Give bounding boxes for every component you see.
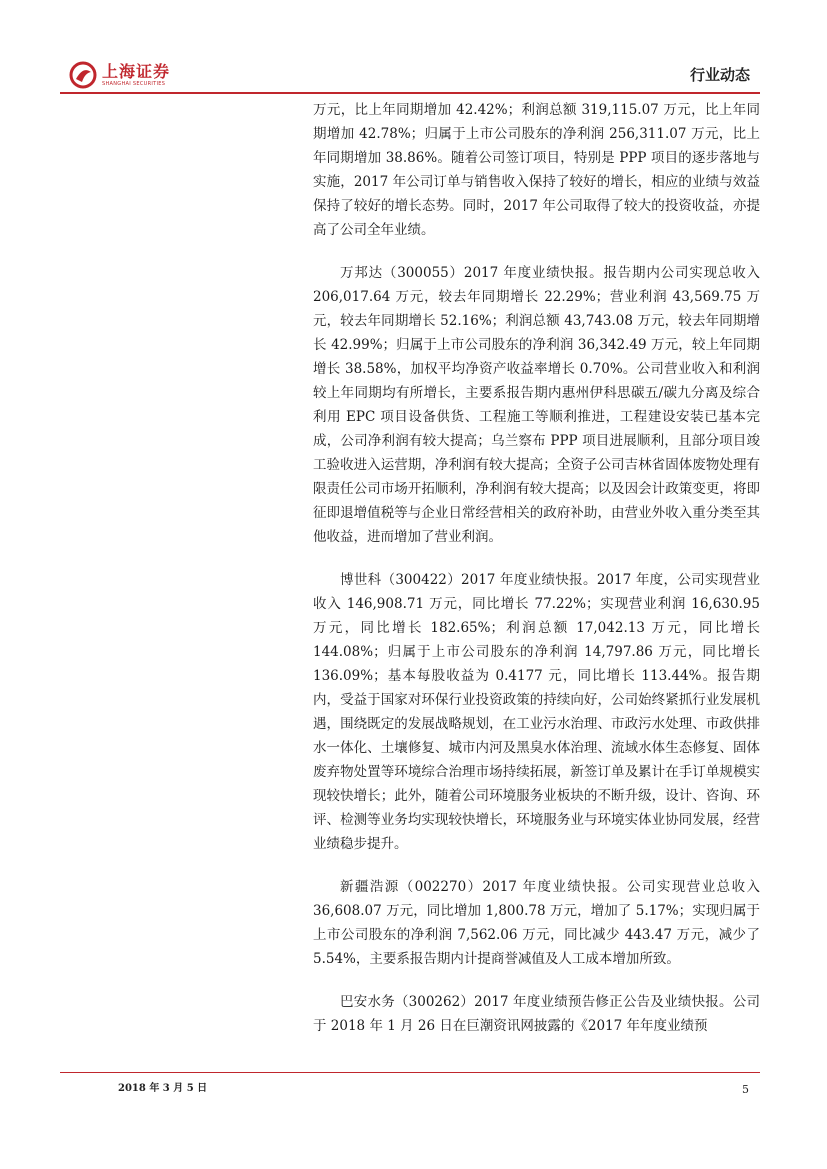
paragraph-xinjiang-haoyuan: 新疆浩源（002270）2017 年度业绩快报。公司实现营业总收入 36,608.07 万元，同比增加 1,800.78 万元，增加了 5.17%；实现归属于上市公司股东的净利润 7,562.06 万元，同比减少 443.47 万元，减少了 5.54%，主要系报告期内计提商誉减值及人工成本增加所致。 [313,879,760,967]
logo-chinese-name: 上海证券 [102,61,171,81]
paragraph-continued: 万元，比上年同期增加 42.42%；利润总额 319,115.07 万元，比上年同期增加 42.78%；归属于上市公司股东的净利润 256,311.07 万元，比上年同期增加 38.86%。随着公司签订项目，特别是 PPP 项目的逐步落地与实施，2017 年公司订单与销售收入保持了较好的增长，相应的业绩与效益保持了较好的增长态势。同时，2017 年公司取得了较大的投资收益，亦提高了公司全年业绩。 [313,102,760,238]
logo-english-name: SHANGHAI SECURITIES [102,80,166,87]
header-divider [60,92,760,94]
paragraph-baan-water: 巴安水务（300262）2017 年度业绩预告修正公告及业绩快报。公司于 2018 年 1 月 26 日在巨潮资讯网披露的《2017 年年度业绩预 [313,994,760,1034]
report-body [313,98,760,1057]
footer-divider [60,1072,760,1073]
section-tag: 行业动态 [689,66,750,84]
report-date: 2018 年 3 月 5 日 [118,1083,208,1094]
logo-text [102,61,171,87]
page-header [60,58,760,92]
page-number: 5 [742,1083,749,1096]
company-logo [68,60,170,90]
logo-emblem-icon [68,60,98,90]
paragraph-wangbangda: 万邦达（300055）2017 年度业绩快报。报告期内公司实现总收入 206,017.64 万元，较去年同期增长 22.29%；营业利润 43,569.75 万元，较去年同期增长 52.16%；利润总额 43,743.08 万元，较去年同期增长 42.99%；归属于上市公司股东的净利润 36,342.49 万元，较上年同期增长 38.58%，加权平均净资产收益率增长 0.70%。公司营业收入和利润较上年同期均有所增长，主要系报告期内惠州伊科思碳五/碳九分离及综合利用 EPC 项目设备供货、工程施工等顺利推进，工程建设安装已基本完成，公司净利润有较大提高；乌兰察布 PPP 项目进展顺利，且部分项目竣工验收进入运营期，净利润有较大提高；全资子公司吉林省固体废物处理有限责任公司市场开拓顺利，净利润有较大提高；以及因会计政策变更，将即征即退增值税等与企业日常经营相关的政府补助，由营业外收入重分类至其他收益，进而增加了营业利润。 [313,265,760,545]
paragraph-boshike: 博世科（300422）2017 年度业绩快报。2017 年度，公司实现营业收入 146,908.71 万元，同比增长 77.22%；实现营业利润 16,630.95 万元，同比增长 182.65%；利润总额 17,042.13 万元，同比增长 144.08%；归属于上市公司股东的净利润 14,797.86 万元，同比增长 136.09%；基本每股收益为 0.4177 元，同比增长 113.44%。报告期内，受益于国家对环保行业投资政策的持续向好，公司始终紧抓行业发展机遇，围绕既定的发展战略规划，在工业污水治理、市政污水处理、市政供排水一体化、土壤修复、城市内河及黑臭水体治理、流域水体生态修复、固体废弃物处置等环境综合治理市场持续拓展，新签订单及累计在手订单规模实现较快增长；此外，随着公司环境服务业板块的不断升级，设计、咨询、环评、检测等业务均实现较快增长，环境服务业与环境实体业协同发展，经营业绩稳步提升。 [313,572,760,852]
